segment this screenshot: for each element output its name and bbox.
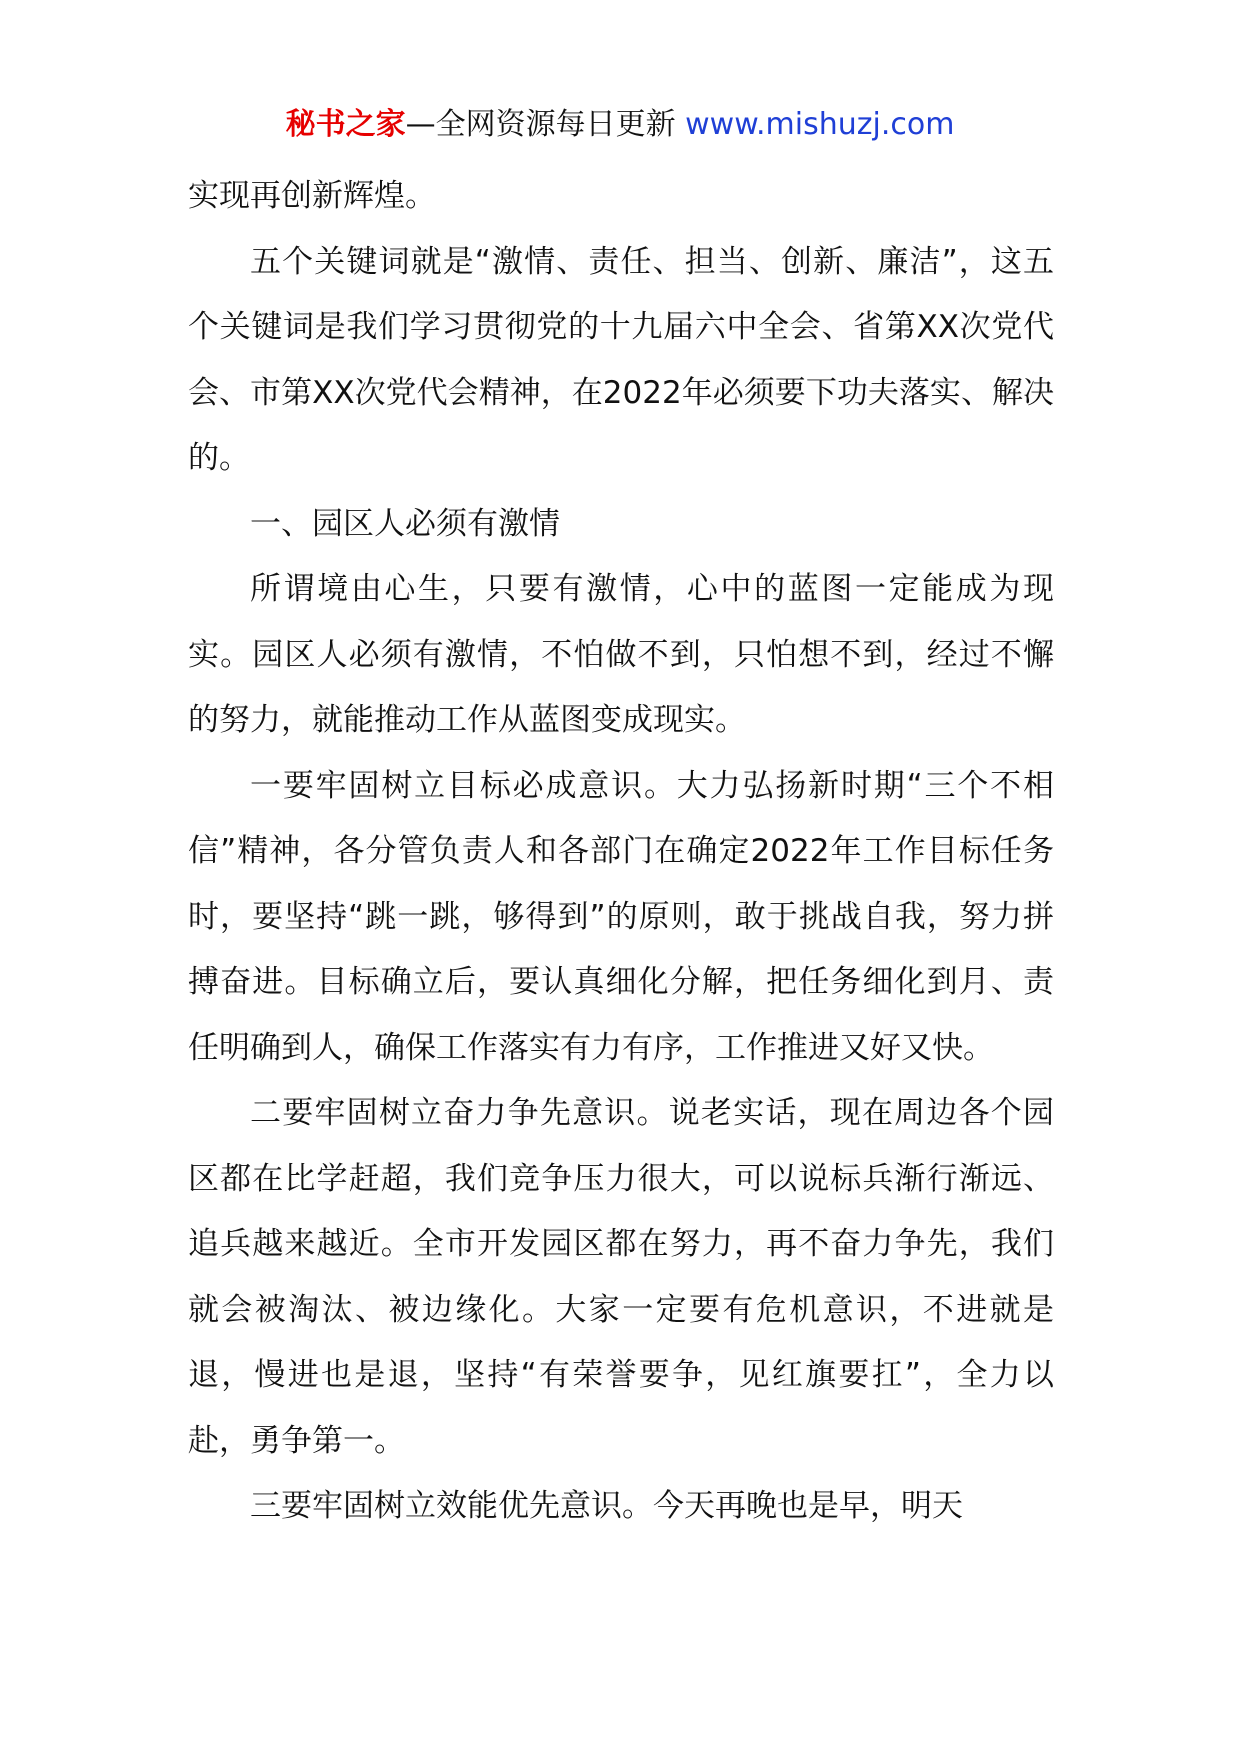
paragraph-goal-awareness: 一要牢固树立目标必成意识。大力弘扬新时期“三个不相信”精神，各分管负责人和各部门在确定2022年工作目标任务时，要坚持“跳一跳，够得到”的原则，敢于挑战自我，努力拼搏奋进。目标确立后，要认真细化分解，把任务细化到月、责任明确到人，确保工作落实有力有序，工作推进又好又快。 bbox=[188, 767, 1054, 1066]
paragraph-passion: 所谓境由心生，只要有激情，心中的蓝图一定能成为现实。园区人必须有激情，不怕做不到，只怕想不到，经过不懈的努力，就能推动工作从蓝图变成现实。 bbox=[188, 571, 1054, 738]
site-brand: 秘书之家 bbox=[285, 107, 406, 142]
site-url-link[interactable]: www.mishuzj.com bbox=[685, 107, 955, 142]
page-header bbox=[0, 100, 1240, 150]
paragraph-efficiency-awareness: 三要牢固树立效能优先意识。今天再晚也是早，明天 bbox=[250, 1488, 963, 1524]
section-heading: 一、园区人必须有激情 bbox=[250, 505, 560, 542]
site-slogan: —全网资源每日更新 bbox=[405, 107, 686, 142]
document-body bbox=[188, 164, 1054, 1540]
paragraph-keywords: 五个关键词就是“激情、责任、担当、创新、廉洁”，这五个关键词是我们学习贯彻党的十九届六中全会、省第XX次党代会、市第XX次党代会精神，在2022年必须要下功夫落实、解决的。 bbox=[188, 243, 1054, 476]
paragraph-continued: 实现再创新辉煌。 bbox=[188, 178, 436, 214]
paragraph-strive-awareness: 二要牢固树立奋力争先意识。说老实话，现在周边各个园区都在比学赶超，我们竞争压力很大，可以说标兵渐行渐远、追兵越来越近。全市开发园区都在努力，再不奋力争先，我们就会被淘汰、被边缘化。大家一定要有危机意识，不进就是退，慢进也是退，坚持“有荣誉要争，见红旗要扛”，全力以赴，勇争第一。 bbox=[188, 1095, 1054, 1459]
